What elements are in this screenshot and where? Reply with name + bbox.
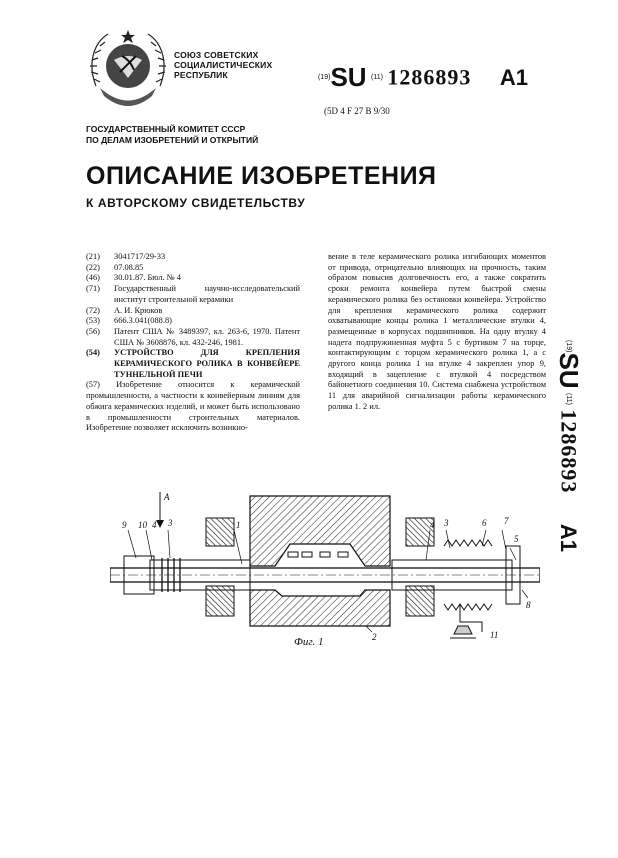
label-11: 11 [490,630,499,640]
committee-line-2: ПО ДЕЛАМ ИЗОБРЕТЕНИЙ И ОТКРЫТИЙ [86,135,259,145]
abstract-left: (57) Изобретение относится к керамической промышленности, а частности к конвейерным линиям для обжига керамических изделий, и может быть использовано в промышленности строительных материалов. Изобретение позволяет исключить возникно- [86,380,300,433]
patent-number-header [318,62,528,93]
right-column [328,252,546,413]
biblio-value: 3041717/29-33 [114,252,166,261]
label-1: 1 [236,520,241,530]
label-A: А [164,492,170,502]
biblio-code: (46) [86,273,100,283]
country-code-prefix: (19) [318,74,331,81]
ipc-classification [324,106,390,116]
biblio-code: (56) [86,326,100,336]
biblio-value: Патент США № 3489397, кл. 263-6, 1970. Патент США № 3608876, кл. 432-246, 1981. [114,326,300,347]
biblio-value: А. И. Крюков [114,305,163,315]
label-5: 5 [514,534,519,544]
figure-caption: Фиг. 1 [294,636,324,648]
label-4-right: 4 [430,520,435,530]
label-6: 6 [482,518,487,528]
label-3-right: 3 [444,518,449,528]
bibliography [86,252,300,380]
side-kind-code: A1 [556,523,582,552]
abstract-right: вение в теле керамического ролика изгибающих моментов от привода, отрицательно влияющих на прочность, таким образом повысив долговечность его, а также сократить сроки ремонта конвейера путем быстрой смены керамического ролика без остановки конвейера. Устройство для крепления керамического ролика содержит охватывающие концы ролика 1 металлические втулки 4, размещенные в корпусах подшипников. На одну втулку 4 надета подпружиненная муфта 5 с буртиком 7 на торце, контактирующим с торцом керамического ролика 1, а с другого конца ролика 1 на втулке 4 закреплен упор 9, входящий в зацепление с втулкой 4 посредством байонетного соединения 10. Система снабжена устройством 11 для аварийной сигнализации работы керамического ролика 1. 2 ил. [328,252,546,411]
biblio-row [86,306,300,317]
biblio-code: (72) [86,305,100,315]
document-subtitle: К АВТОРСКОМУ СВИДЕТЕЛЬСТВУ [86,196,306,210]
biblio-value: 07.08.85 [114,262,144,272]
side-country-prefix: (19) [565,340,572,353]
biblio-value: 30.01.87. Бюл. № 4 [114,273,181,283]
ipc-prefix: (5D 4 [324,106,345,116]
org-line-2: СОЦИАЛИСТИЧЕСКИХ [174,60,273,70]
biblio-row [86,263,300,274]
patent-number: 1286893 [387,64,472,90]
biblio-value: 666.3.041(088.8) [114,316,172,326]
ceramic-ware [288,552,348,557]
country-code: SU [330,62,367,92]
figure-drawing [110,486,540,656]
number-prefix: (11) [371,74,383,81]
biblio-value: Государственный научно-исследовательский институт строительной керамики [114,284,300,304]
biblio-row [86,252,300,263]
biblio-code: (71) [86,284,100,294]
biblio-row [86,327,300,348]
label-10: 10 [138,520,147,530]
biblio-code: (21) [86,252,100,261]
side-number-prefix: (11) [565,393,572,405]
org-line-3: РЕСПУБЛИК [174,70,228,80]
invention-title-row [86,348,300,380]
org-line-1: СОЮЗ СОВЕТСКИХ [174,50,259,60]
committee-name [86,124,258,146]
label-4-left: 4 [152,520,157,530]
side-patent-number-value: 1286893 [556,409,582,494]
kind-code: A1 [499,64,528,90]
label-3-left: 3 [168,518,173,528]
left-column [86,252,300,434]
ipc-value: F 27 B 9/30 [347,106,390,116]
label-8: 8 [526,600,531,610]
biblio-row [86,273,300,284]
committee-line-1: ГОСУДАРСТВЕННЫЙ КОМИТЕТ СССР [86,124,246,134]
biblio-row [86,316,300,327]
label-9: 9 [122,520,127,530]
side-country-code: SU [554,352,584,389]
label-7: 7 [504,516,509,526]
label-2: 2 [372,632,377,642]
biblio-code: (22) [86,262,100,272]
biblio-row [86,284,300,305]
furnace-wall-bottom [250,590,390,626]
ussr-emblem [86,26,170,116]
invention-title: УСТРОЙСТВО ДЛЯ КРЕПЛЕНИЯ КЕРАМИЧЕСКОГО РОЛИКА В КОНВЕЙЕРЕ ТУННЕЛЬНОЙ ПЕЧИ [114,348,300,379]
biblio-code: (54) [86,348,100,358]
left-bearing-top [206,518,234,546]
document-title: ОПИСАНИЕ ИЗОБРЕТЕНИЯ [86,162,437,190]
side-patent-number [548,340,588,680]
organization-name [174,50,272,80]
biblio-code: (53) [86,316,100,326]
